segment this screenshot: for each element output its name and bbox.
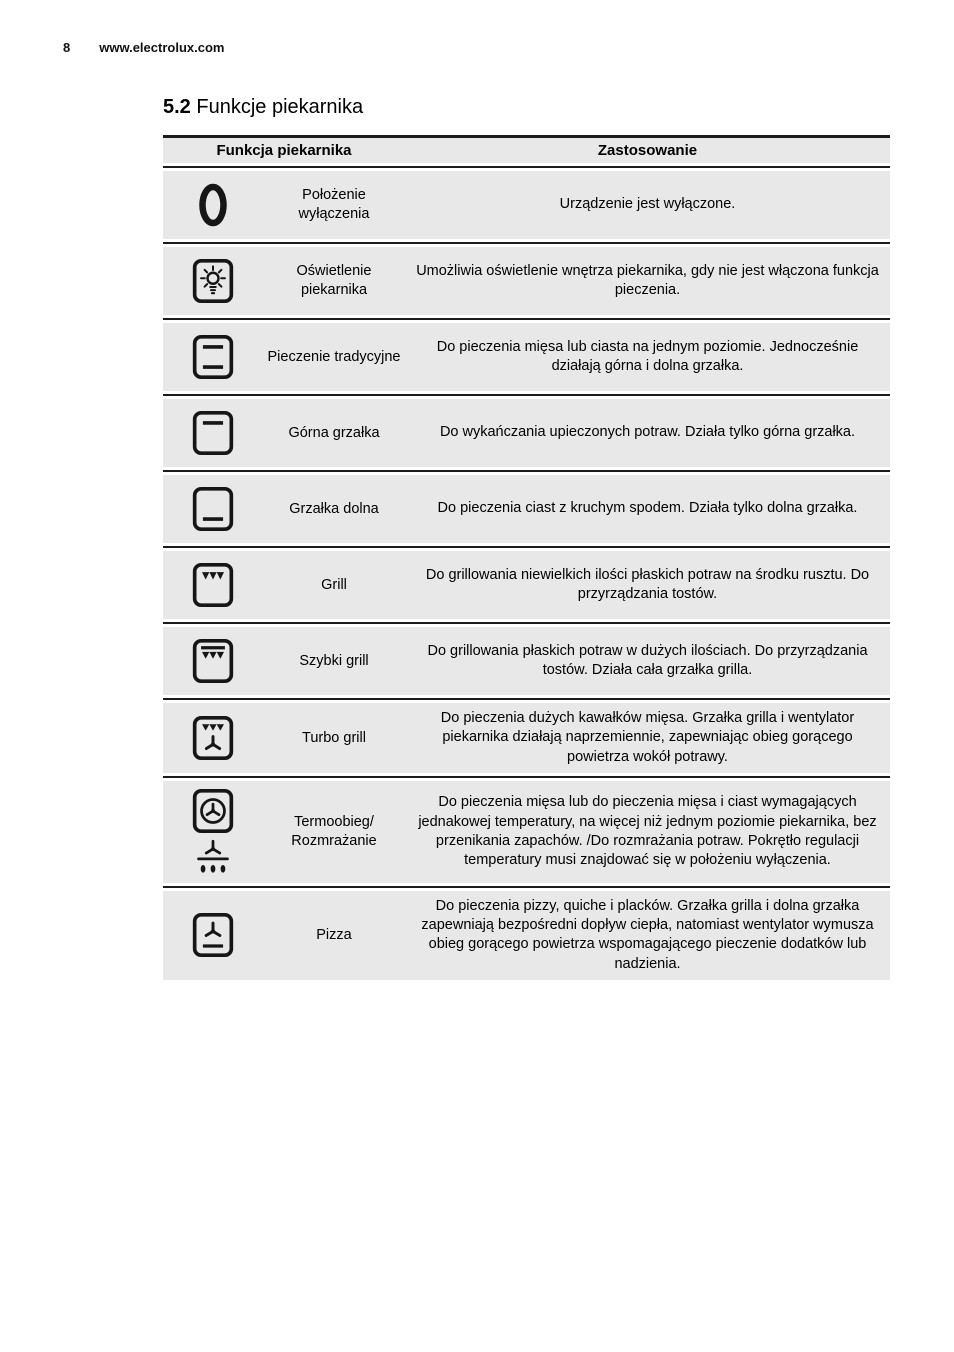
function-description: Do grillowania płaskich potraw w dużych ilościach. Do przyrządzania tostów. Działa cała grzałka grilla. — [427, 642, 868, 678]
function-description: Do pieczenia mięsa lub ciasta na jednym poziomie. Jednocześnie działają górna i dolna grzałka. — [436, 338, 859, 374]
function-icon-cell — [163, 637, 263, 685]
function-description: Urządzenie jest wyłączone. — [559, 196, 736, 213]
function-icon-cell — [163, 911, 263, 959]
top-heat-icon — [191, 409, 235, 457]
function-name: Termoobieg/ Rozmrażanie — [291, 814, 377, 849]
page-number: 8 — [63, 40, 71, 55]
website-label: www.electrolux.com — [99, 40, 225, 55]
column-header-function: Funkcja piekarnika — [216, 142, 352, 159]
row-divider — [163, 546, 890, 548]
function-name: Górna grzałka — [288, 424, 380, 441]
function-icon-cell — [163, 333, 263, 381]
function-description: Umożliwia oświetlenie wnętrza piekarnika, gdy nie jest włączona funkcja pieczenia. — [416, 262, 879, 298]
row-divider — [163, 394, 890, 396]
fan-icon — [191, 787, 235, 835]
table-row — [163, 627, 890, 695]
fast-grill-icon — [191, 637, 235, 685]
function-icon-cell — [163, 714, 263, 762]
function-name: Położenie wyłączenia — [298, 187, 370, 222]
bottom-heat-icon — [191, 485, 235, 533]
function-name: Grill — [321, 576, 347, 593]
table-row — [163, 703, 890, 773]
function-icon-cell — [163, 485, 263, 533]
turbo-grill-icon — [191, 714, 235, 762]
off-position-icon — [198, 182, 228, 228]
table-row — [163, 171, 890, 239]
table-row — [163, 247, 890, 315]
table-header-row — [163, 138, 890, 163]
function-description: Do wykańczania upieczonych potraw. Działa tylko górna grzałka. — [439, 424, 856, 441]
function-description: Do pieczenia mięsa lub do pieczenia mięsa i ciast wymagających jednakowej temperatury, na więcej niż jednym poziomie piekarnika, bez przenikania zapachów. /Do rozmrażania potraw. Pokrętło regulacji temperatury musi znajdować się w położeniu wyłączenia. — [418, 794, 877, 869]
conventional-heating-icon — [191, 333, 235, 381]
function-name: Szybki grill — [299, 652, 369, 669]
function-icon-cell — [163, 787, 263, 877]
function-description: Do grillowania niewielkich ilości płaskich potraw na środku rusztu. Do przyrządzania tostów. — [425, 566, 870, 602]
oven-functions-table — [163, 135, 890, 980]
row-divider — [163, 470, 890, 472]
row-divider — [163, 698, 890, 700]
section-title-text: Funkcje piekarnika — [196, 96, 364, 118]
function-description: Do pieczenia dużych kawałków mięsa. Grzałka grilla i wentylator piekarnika działają naprzemiennie, zapewniając obieg gorącego powietrza wokół potrawy. — [440, 710, 855, 765]
oven-light-icon — [191, 257, 235, 305]
table-row — [163, 891, 890, 980]
defrost-icon — [191, 839, 235, 877]
function-icon-cell — [163, 409, 263, 457]
section-title — [163, 96, 890, 119]
page-header — [63, 40, 224, 55]
function-name: Pieczenie tradycyjne — [267, 348, 401, 365]
function-description: Do pieczenia pizzy, quiche i placków. Grzałka grilla i dolna grzałka zapewniają bezpośredni dopływ ciepła, natomiast wentylator wymusza obieg gorącego powietrza wspomagającego pieczenie dodatków lub nadzienia. — [421, 897, 874, 972]
function-icon-cell — [163, 257, 263, 305]
row-divider — [163, 622, 890, 624]
table-row — [163, 781, 890, 883]
function-name: Turbo grill — [302, 729, 366, 746]
table-row — [163, 551, 890, 619]
table-row — [163, 399, 890, 467]
row-divider — [163, 776, 890, 778]
function-name: Grzałka dolna — [289, 500, 379, 517]
function-name: Pizza — [316, 926, 352, 943]
row-divider — [163, 242, 890, 244]
table-row — [163, 475, 890, 543]
column-header-application: Zastosowanie — [597, 142, 698, 159]
function-name: Oświetlenie piekarnika — [296, 263, 372, 298]
grill-icon — [191, 561, 235, 609]
table-row — [163, 323, 890, 391]
pizza-icon — [191, 911, 235, 959]
row-divider — [163, 886, 890, 888]
row-divider — [163, 318, 890, 320]
function-description: Do pieczenia ciast z kruchym spodem. Działa tylko dolna grzałka. — [437, 500, 858, 517]
row-divider — [163, 166, 890, 168]
function-icon-cell — [163, 182, 263, 228]
page-content — [163, 96, 890, 980]
section-number: 5.2 — [163, 96, 191, 118]
function-icon-cell — [163, 561, 263, 609]
